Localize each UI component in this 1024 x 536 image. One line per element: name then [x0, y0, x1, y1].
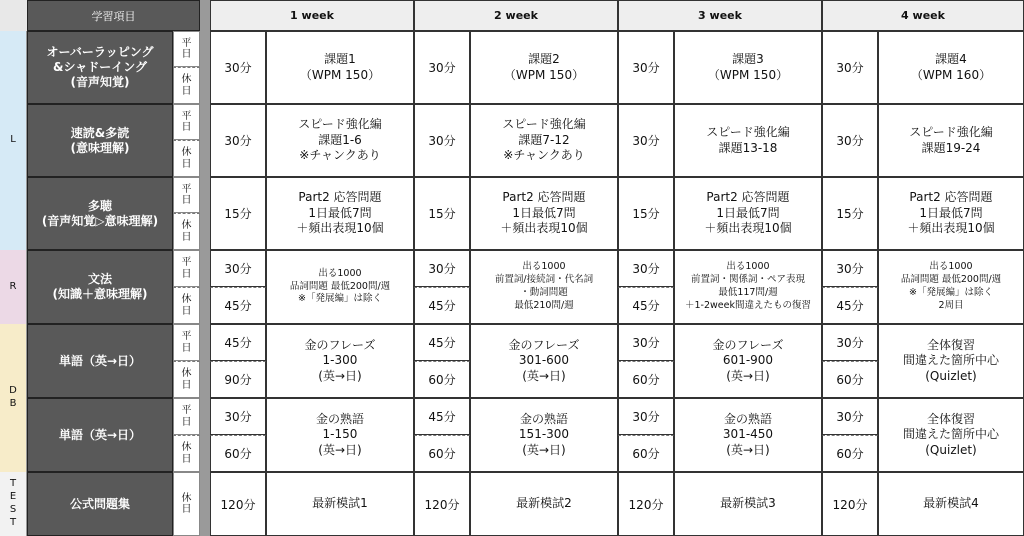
time-cell: 120分 — [618, 472, 674, 536]
row-label: 速読&多読 (意味理解) — [27, 104, 173, 177]
time-cell: 30分 — [210, 31, 266, 104]
time-cell-weekday: 45分 — [414, 398, 470, 435]
time-cell: 15分 — [414, 177, 470, 250]
day-label-weekday: 平 日 — [173, 31, 200, 67]
task-cell: Part2 応答問題 1日最低7問 ＋頻出表現10個 — [470, 177, 618, 250]
task-cell: 最新模試2 — [470, 472, 618, 536]
row-label: 単語（英→日） — [27, 398, 173, 472]
time-cell-weekday: 30分 — [618, 250, 674, 287]
day-label-holiday: 休 日 — [173, 287, 200, 324]
task-cell: スピード強化編 課題1-6 ※チャンクあり — [266, 104, 414, 177]
time-cell: 120分 — [210, 472, 266, 536]
task-cell: 出る1000 品詞問題 最低200問/週 ※「発展編」は除く 2周目 — [878, 250, 1024, 324]
band-database: DB — [0, 324, 27, 472]
task-cell: 金の熟語 1-150 (英→日) — [266, 398, 414, 472]
time-cell-holiday: 45分 — [822, 287, 878, 324]
time-cell-weekday: 45分 — [210, 324, 266, 361]
time-cell: 30分 — [618, 31, 674, 104]
band-test: TEST — [0, 472, 27, 536]
task-cell: 課題1 （WPM 150） — [266, 31, 414, 104]
time-cell: 120分 — [822, 472, 878, 536]
task-cell: 金の熟語 151-300 (英→日) — [470, 398, 618, 472]
time-cell: 120分 — [414, 472, 470, 536]
time-cell-holiday: 60分 — [414, 435, 470, 472]
task-cell: 課題4 （WPM 160） — [878, 31, 1024, 104]
time-cell: 30分 — [414, 104, 470, 177]
time-cell: 30分 — [618, 104, 674, 177]
task-cell: 出る1000 品詞問題 最低200問/週 ※「発展編」は除く — [266, 250, 414, 324]
time-cell-holiday: 60分 — [210, 435, 266, 472]
task-cell: スピード強化編 課題19-24 — [878, 104, 1024, 177]
row-label: 単語（英→日） — [27, 324, 173, 398]
header-week-1: 1 week — [210, 0, 414, 31]
time-cell: 30分 — [822, 104, 878, 177]
task-cell: 金のフレーズ 1-300 (英→日) — [266, 324, 414, 398]
time-cell-holiday: 45分 — [618, 287, 674, 324]
time-cell-holiday: 45分 — [414, 287, 470, 324]
time-cell: 30分 — [210, 104, 266, 177]
time-cell-weekday: 30分 — [618, 324, 674, 361]
day-label-weekday: 平 日 — [173, 250, 200, 287]
task-cell: 最新模試3 — [674, 472, 822, 536]
time-cell: 30分 — [414, 31, 470, 104]
time-cell-weekday: 30分 — [414, 250, 470, 287]
task-cell: 出る1000 前置詞・関係詞・ペア表現 最低117問/週 ＋1-2week間違えたもの復習 — [674, 250, 822, 324]
column-separator — [200, 0, 210, 536]
day-label-weekday: 平 日 — [173, 177, 200, 213]
task-cell: 最新模試1 — [266, 472, 414, 536]
task-cell: 出る1000 前置詞/接続詞・代名詞 ・動詞問題 最低210問/週 — [470, 250, 618, 324]
time-cell: 15分 — [618, 177, 674, 250]
task-cell: 金のフレーズ 601-900 (英→日) — [674, 324, 822, 398]
time-cell-holiday: 60分 — [618, 361, 674, 398]
task-cell: Part2 応答問題 1日最低7問 ＋頻出表現10個 — [878, 177, 1024, 250]
day-label-holiday: 休 日 — [173, 140, 200, 177]
day-label-weekday: 平 日 — [173, 324, 200, 361]
band-listening: L — [0, 31, 27, 250]
row-label: 文法 (知識＋意味理解) — [27, 250, 173, 324]
time-cell-holiday: 60分 — [822, 435, 878, 472]
task-cell: 金のフレーズ 301-600 (英→日) — [470, 324, 618, 398]
day-label-holiday: 休 日 — [173, 67, 200, 104]
task-cell: 全体復習 間違えた箇所中心 (Quizlet) — [878, 324, 1024, 398]
time-cell-weekday: 30分 — [822, 324, 878, 361]
task-cell: Part2 応答問題 1日最低7問 ＋頻出表現10個 — [266, 177, 414, 250]
time-cell-holiday: 60分 — [822, 361, 878, 398]
task-cell: 最新模試4 — [878, 472, 1024, 536]
day-label-holiday: 休 日 — [173, 213, 200, 250]
task-cell: 金の熟語 301-450 (英→日) — [674, 398, 822, 472]
time-cell: 15分 — [210, 177, 266, 250]
time-cell-weekday: 45分 — [414, 324, 470, 361]
time-cell-weekday: 30分 — [210, 250, 266, 287]
day-label-holiday: 休 日 — [173, 472, 200, 536]
time-cell-weekday: 30分 — [822, 250, 878, 287]
time-cell-weekday: 30分 — [618, 398, 674, 435]
header-week-4: 4 week — [822, 0, 1024, 31]
top-left-gutter — [0, 0, 27, 31]
day-label-weekday: 平 日 — [173, 398, 200, 435]
band-reading: R — [0, 250, 27, 324]
time-cell: 30分 — [822, 31, 878, 104]
row-label: 多聴 (音声知覚▷意味理解) — [27, 177, 173, 250]
row-label: 公式問題集 — [27, 472, 173, 536]
time-cell-holiday: 60分 — [414, 361, 470, 398]
task-cell: スピード強化編 課題7-12 ※チャンクあり — [470, 104, 618, 177]
day-label-weekday: 平 日 — [173, 104, 200, 140]
time-cell-holiday: 45分 — [210, 287, 266, 324]
day-label-holiday: 休 日 — [173, 361, 200, 398]
time-cell-holiday: 90分 — [210, 361, 266, 398]
time-cell-weekday: 30分 — [210, 398, 266, 435]
row-label: オーバーラッピング &シャドーイング (音声知覚) — [27, 31, 173, 104]
header-week-2: 2 week — [414, 0, 618, 31]
day-label-holiday: 休 日 — [173, 435, 200, 472]
time-cell: 15分 — [822, 177, 878, 250]
header-week-3: 3 week — [618, 0, 822, 31]
task-cell: スピード強化編 課題13-18 — [674, 104, 822, 177]
task-cell: 課題2 （WPM 150） — [470, 31, 618, 104]
task-cell: 全体復習 間違えた箇所中心 (Quizlet) — [878, 398, 1024, 472]
header-item-label: 学習項目 — [27, 0, 200, 31]
task-cell: 課題3 （WPM 150） — [674, 31, 822, 104]
time-cell-weekday: 30分 — [822, 398, 878, 435]
time-cell-holiday: 60分 — [618, 435, 674, 472]
task-cell: Part2 応答問題 1日最低7問 ＋頻出表現10個 — [674, 177, 822, 250]
